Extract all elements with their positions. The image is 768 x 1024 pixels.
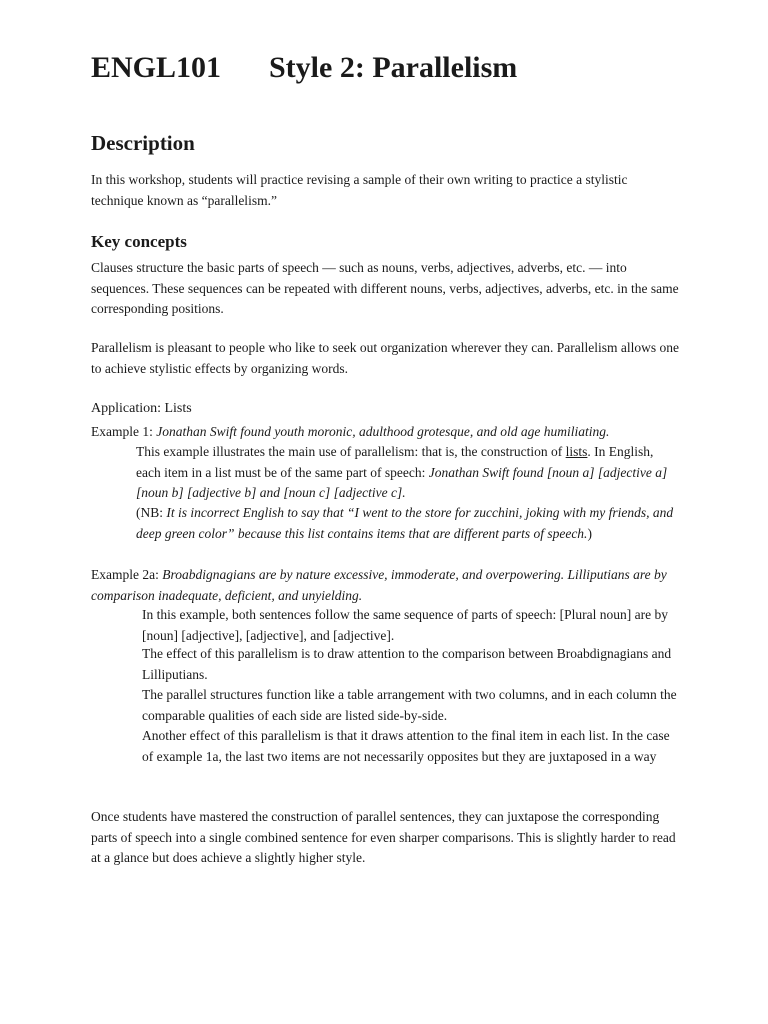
example-2a-point-2: The effect of this parallelism is to draw attention to the comparison between Broabdignagians and Lilliputians. — [142, 646, 672, 682]
description-text: In this workshop, students will practice revising a sample of their own writing to practice a stylistic technique known as “parallelism.” — [91, 172, 628, 208]
lists-underlined-term: lists — [565, 444, 588, 459]
example-1-line — [91, 422, 681, 443]
key-concepts-para-1: Clauses structure the basic parts of speech — such as nouns, verbs, adjectives, adverbs, etc. — into sequences. These sequences can be repeated with different nouns, verbs, adjectives, adverbs, etc. in the same corresponding positions. — [91, 260, 679, 316]
example-2a-line — [91, 565, 681, 606]
example-1-sentence: Jonathan Swift found youth moronic, adulthood grotesque, and old age humiliating. — [156, 424, 610, 439]
page-title: Style 2: Parallelism — [269, 51, 518, 84]
example-2a-label: Example 2a: — [91, 567, 163, 582]
description-heading: Description — [91, 131, 195, 155]
example-2a-point-3: The parallel structures function like a table arrangement with two columns, and in each column the comparable qualities of each side are listed side-by-side. — [142, 687, 677, 723]
example-2a-point-4: Another effect of this parallelism is that it draws attention to the final item in each list. In the case of example 1a, the last two items are not necessarily opposites but they are juxtaposed in a way — [142, 728, 670, 764]
example-2a-point-1: In this example, both sentences follow the same sequence of parts of speech: [Plural noun] are by [noun] [adjective], [adjective], and [adjective]. — [142, 607, 668, 643]
key-concepts-heading: Key concepts — [91, 232, 187, 251]
document-title — [91, 50, 517, 86]
example-1-label: Example 1: — [91, 424, 157, 439]
example-1-note: (NB: It is incorrect English to say that “I went to the store for zucchini, joking with my friends, and deep green color” because this list contains items that are different parts of speech.) — [136, 505, 674, 541]
example-1-note-text: It is incorrect English to say that “I went to the store for zucchini, joking with my friends, and deep green color” because this list contains items that are different parts of speech. — [136, 505, 674, 541]
closing-paragraph: Once students have mastered the construction of parallel sentences, they can juxtapose the corresponding parts of speech into a single combined sentence for even sharper comparisons. This is slightly harder to read at a glance but does achieve a slightly higher style. — [91, 809, 676, 865]
example-1-pattern: Jonathan Swift found [noun a] [adjective a] [noun b] [adjective b] and [noun c] [adjective c]. — [136, 464, 668, 500]
application-heading: Application: Lists — [91, 401, 192, 416]
example-2a-sentence: Broabdignagians are by nature excessive, immoderate, and overpowering. Lilliputians are by comparison inadequate, deficient, and unyielding. — [91, 567, 667, 603]
key-concepts-para-2: Parallelism is pleasant to people who like to seek out organization wherever they can. Parallelism allows one to achieve stylistic effects by organizing words. — [91, 340, 679, 376]
course-code: ENGL101 — [91, 51, 222, 84]
example-1-explanation: This example illustrates the main use of parallelism: that is, the construction of lists. In English, each item in a list must be of the same part of speech: Jonathan Swift found [noun a] [adjective a] [noun b] [adjective b] and [noun c] [adjective c]. — [136, 444, 668, 500]
